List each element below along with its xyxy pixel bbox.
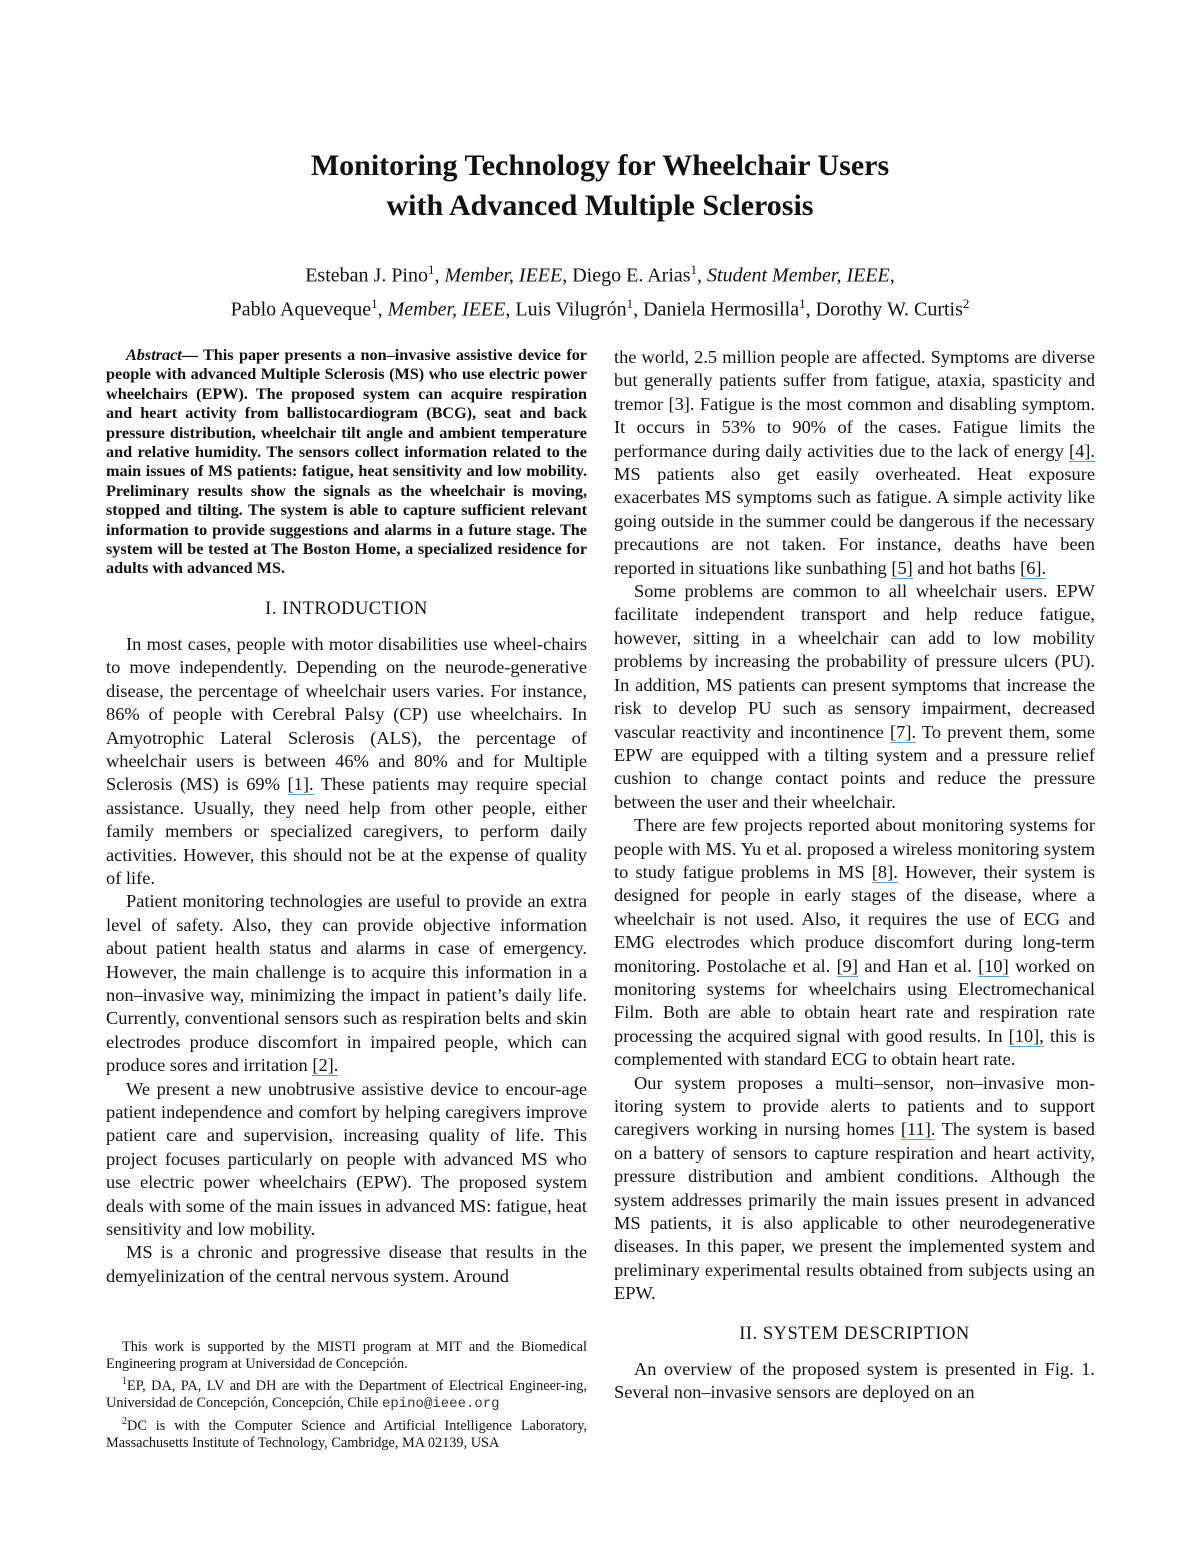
- right-column: [614, 346, 1095, 1404]
- citation-link[interactable]: [11].: [900, 1119, 936, 1140]
- author-name: Daniela Hermosilla: [643, 298, 800, 321]
- paragraph-text: MS patients also get easily overheated. Heat exposure exacerbates MS symptoms such as fatigue. A simple activity like going outside in the summer could be dangerous if the necessary precautions are not taken. For instance, deaths have been reported in situations like sunbathing: [614, 464, 1095, 578]
- affiliation-mark: 1: [626, 295, 634, 311]
- author-role: Member, IEEE: [387, 298, 506, 321]
- paragraph: [614, 346, 1095, 580]
- author-name: Diego E. Arias: [572, 264, 691, 287]
- affiliation-mark: 1: [371, 295, 378, 311]
- paragraph-text: worked on monitoring systems for wheelchairs using Electromechanical Film. Both are able to obtain heart rate and respiration rate processing the acquired signal with good results. In: [614, 955, 1095, 1046]
- affiliation-mark: 1: [428, 262, 435, 277]
- paragraph-text: the world, 2.5 million people are affected. Symptoms are diverse but generally patients suffer from fatigue, ataxia, spasticity and tremor [3]. Fatigue is the most common and disabling symptom. It occurs in 53% to 90% of the cases. Fatigue limits the performance during daily activities due to the lack of energy: [614, 347, 1095, 461]
- footnote-text: DC is with the Computer Science and Artificial Intelligence Laboratory, Massachusetts Institute of Technology, Cambridge, MA 02139, USA: [106, 1417, 587, 1451]
- paragraph-text: The system is based on a battery of sensors to capture respiration and heart activity, pressure distribution and ambient conditions. Although the system addresses primarily the main issues present in advanced MS patients, it is also applicable to other neurodegenerative diseases. In this paper, we present the implemented system and preliminary experimental results obtained from subjects using an EPW.: [614, 1119, 1095, 1304]
- paragraph-text: and Han et al.: [858, 955, 979, 976]
- paragraph: MS is a chronic and progressive disease that results in the demyelinization of the central nervous system. Around: [106, 1242, 587, 1286]
- citation-link[interactable]: [4].: [1068, 440, 1095, 461]
- paragraph: [614, 814, 1095, 1071]
- citation-link[interactable]: [10]: [978, 955, 1009, 976]
- affiliation-mark: 1: [690, 262, 698, 277]
- email-address[interactable]: epino@ieee.org: [381, 1395, 500, 1412]
- citation-link[interactable]: [9]: [836, 955, 859, 976]
- citation-link[interactable]: [10],: [1008, 1025, 1044, 1046]
- citation-link[interactable]: [1].: [287, 774, 314, 795]
- citation-link[interactable]: [7].: [890, 721, 917, 742]
- author-list: Esteban J. Pino$^1$, Member, IEEE, Diego E. Arias$^1$, Student Member, IEEE, Pablo Aqueveque$^1$, Member, IEEE, Luis Vilugrón$^1$, Daniela Hermosilla$^1$, Dorothy W. Curtis$^2$: [230, 262, 970, 321]
- author-name: Esteban J. Pino: [305, 264, 428, 287]
- author-name: Pablo Aqueveque: [230, 298, 372, 321]
- paragraph-text: and hot baths: [912, 557, 1021, 578]
- citation-link[interactable]: [6].: [1020, 557, 1047, 578]
- left-column: [106, 346, 587, 1288]
- section-heading-system-description: II. SYSTEM DESCRIPTION: [739, 1323, 970, 1344]
- paragraph-text: Patient monitoring technologies are useful to provide an extra level of safety. Also, they can provide objective information about patient health status and alarms in case of emergency. However, the main challenge is to acquire this information in a non–invasive way, minimizing the impact in patient’s daily life. Currently, conventional sensors such as respiration belts and skin electrodes produce discomfort in impaired people, which can produce sores and irritation: [106, 891, 587, 1076]
- footnotes: [106, 1339, 587, 1452]
- paragraph-text: Our system proposes a multi–sensor, non–invasive mon-itoring system to provide alerts to patients and to support caregivers working in nursing homes: [614, 1072, 1095, 1140]
- paragraph: An overview of the proposed system is presented in Fig. 1. Several non–invasive sensors are deployed on an: [614, 1358, 1095, 1403]
- paragraph: [614, 1072, 1095, 1306]
- paragraph-text: In most cases, people with motor disabilities use wheel-chairs to move independently. Depending on the neurode-generative disease, the percentage of wheelchair users varies. For instance, 86% of people with Cerebral Palsy (CP) use wheelchairs. In Amyotrophic Lateral Sclerosis (ALS), the percentage of wheelchair users is between 46% and 80% and for Multiple Sclerosis (MS) is 69%: [106, 633, 587, 795]
- section-heading-introduction: I. INTRODUCTION: [265, 598, 428, 619]
- author-role: Member, IEEE: [444, 264, 563, 287]
- citation-link[interactable]: [8].: [871, 861, 898, 882]
- affiliation-mark: 2: [962, 295, 970, 311]
- title-line-2: with Advanced Multiple Sclerosis: [386, 189, 814, 222]
- author-name: Luis Vilugrón: [515, 298, 627, 321]
- paragraph-text: Some problems are common to all wheelchair users. EPW facilitate independent transport and help reduce fatigue, however, sitting in a wheelchair can add to low mobility problems by increasing the probability of pressure ulcers (PU). In addition, MS patients can present symptoms that increase the risk to develop PU such as sensory impairment, decreased vascular reactivity and incontinence: [614, 581, 1095, 742]
- footnote-mark: 2: [122, 1415, 127, 1427]
- paragraph: [106, 890, 587, 1077]
- abstract: [106, 346, 587, 579]
- paragraph: [106, 633, 587, 890]
- author-name: Dorothy W. Curtis: [815, 298, 963, 321]
- footnote-affiliation-2: [106, 1413, 587, 1452]
- footnote-funding: This work is supported by the MISTI program at MIT and the Biomedical Engineering program at Universidad de Concepción.: [106, 1339, 587, 1372]
- paragraph-text: However, their system is designed for people in early stages of the disease, where a wheelchair is not used. Also, it requires the use of ECG and EMG electrodes which produce discomfort during long-term monitoring. Postolache et al.: [614, 861, 1095, 976]
- abstract-text: — This paper presents a non–invasive assistive device for people with advanced Multiple Sclerosis (MS) who use electric power wheelchairs (EPW). The proposed system can acquire respiration and heart activity from ballistocardiogram (BCG), seat and back pressure distribution, wheelchair tilt angle and ambient temperature and relative humidity. The sensors collect information related to the main issues of MS patients: fatigue, heat sensitivity and low mobility. Preliminary results show the signals as the wheelchair is moving, stopped and tilting. The system is able to capture sufficient relevant information to provide suggestions and alarms in a future stage. The system will be tested at The Boston Home, a specialized residence for adults with advanced MS.: [106, 346, 587, 578]
- footnote-text: EP, DA, PA, LV and DH are with the Department of Electrical Engineer-ing, Universidad de Concepción, Concepción, Chile: [106, 1377, 587, 1411]
- paragraph-text: There are few projects reported about monitoring systems for people with MS. Yu et al. proposed a wireless monitoring system to study fatigue problems in MS: [614, 815, 1095, 882]
- affiliation-mark: 1: [799, 295, 806, 311]
- abstract-label: Abstract: [126, 346, 182, 364]
- paragraph: [614, 580, 1095, 814]
- paragraph-text: this is complemented with standard ECG to obtain heart rate.: [614, 1025, 1095, 1070]
- paragraph-text: To prevent them, some EPW are equipped with a tilting system and a pressure relief cushion to change contact points and reduce the pressure between the user and their wheelchair.: [614, 721, 1095, 812]
- paragraph: We present a new unobtrusive assistive device to encour-age patient independence and comfort by helping caregivers improve patient care and supervision, increasing quality of life. This project focuses particularly on people with advanced MS who use electric power wheelchairs (EPW). The proposed system deals with some of the main issues in advanced MS: fatigue, heat sensitivity and low mobility.: [106, 1078, 587, 1240]
- author-role: Student Member, IEEE: [707, 264, 890, 287]
- citation-link[interactable]: [2].: [312, 1055, 339, 1076]
- footnote-mark: 1: [122, 1376, 127, 1387]
- paper-title: [100, 146, 1100, 226]
- title-line-1: Monitoring Technology for Wheelchair Users: [310, 149, 890, 182]
- paragraph-text: These patients may require special assistance. Usually, they need help from other people, either family members or specialized caregivers, to perform daily activities. However, this should not be at the expense of quality of life.: [106, 774, 587, 888]
- footnote-affiliation-1: [106, 1373, 587, 1413]
- citation-link[interactable]: [5]: [891, 557, 913, 578]
